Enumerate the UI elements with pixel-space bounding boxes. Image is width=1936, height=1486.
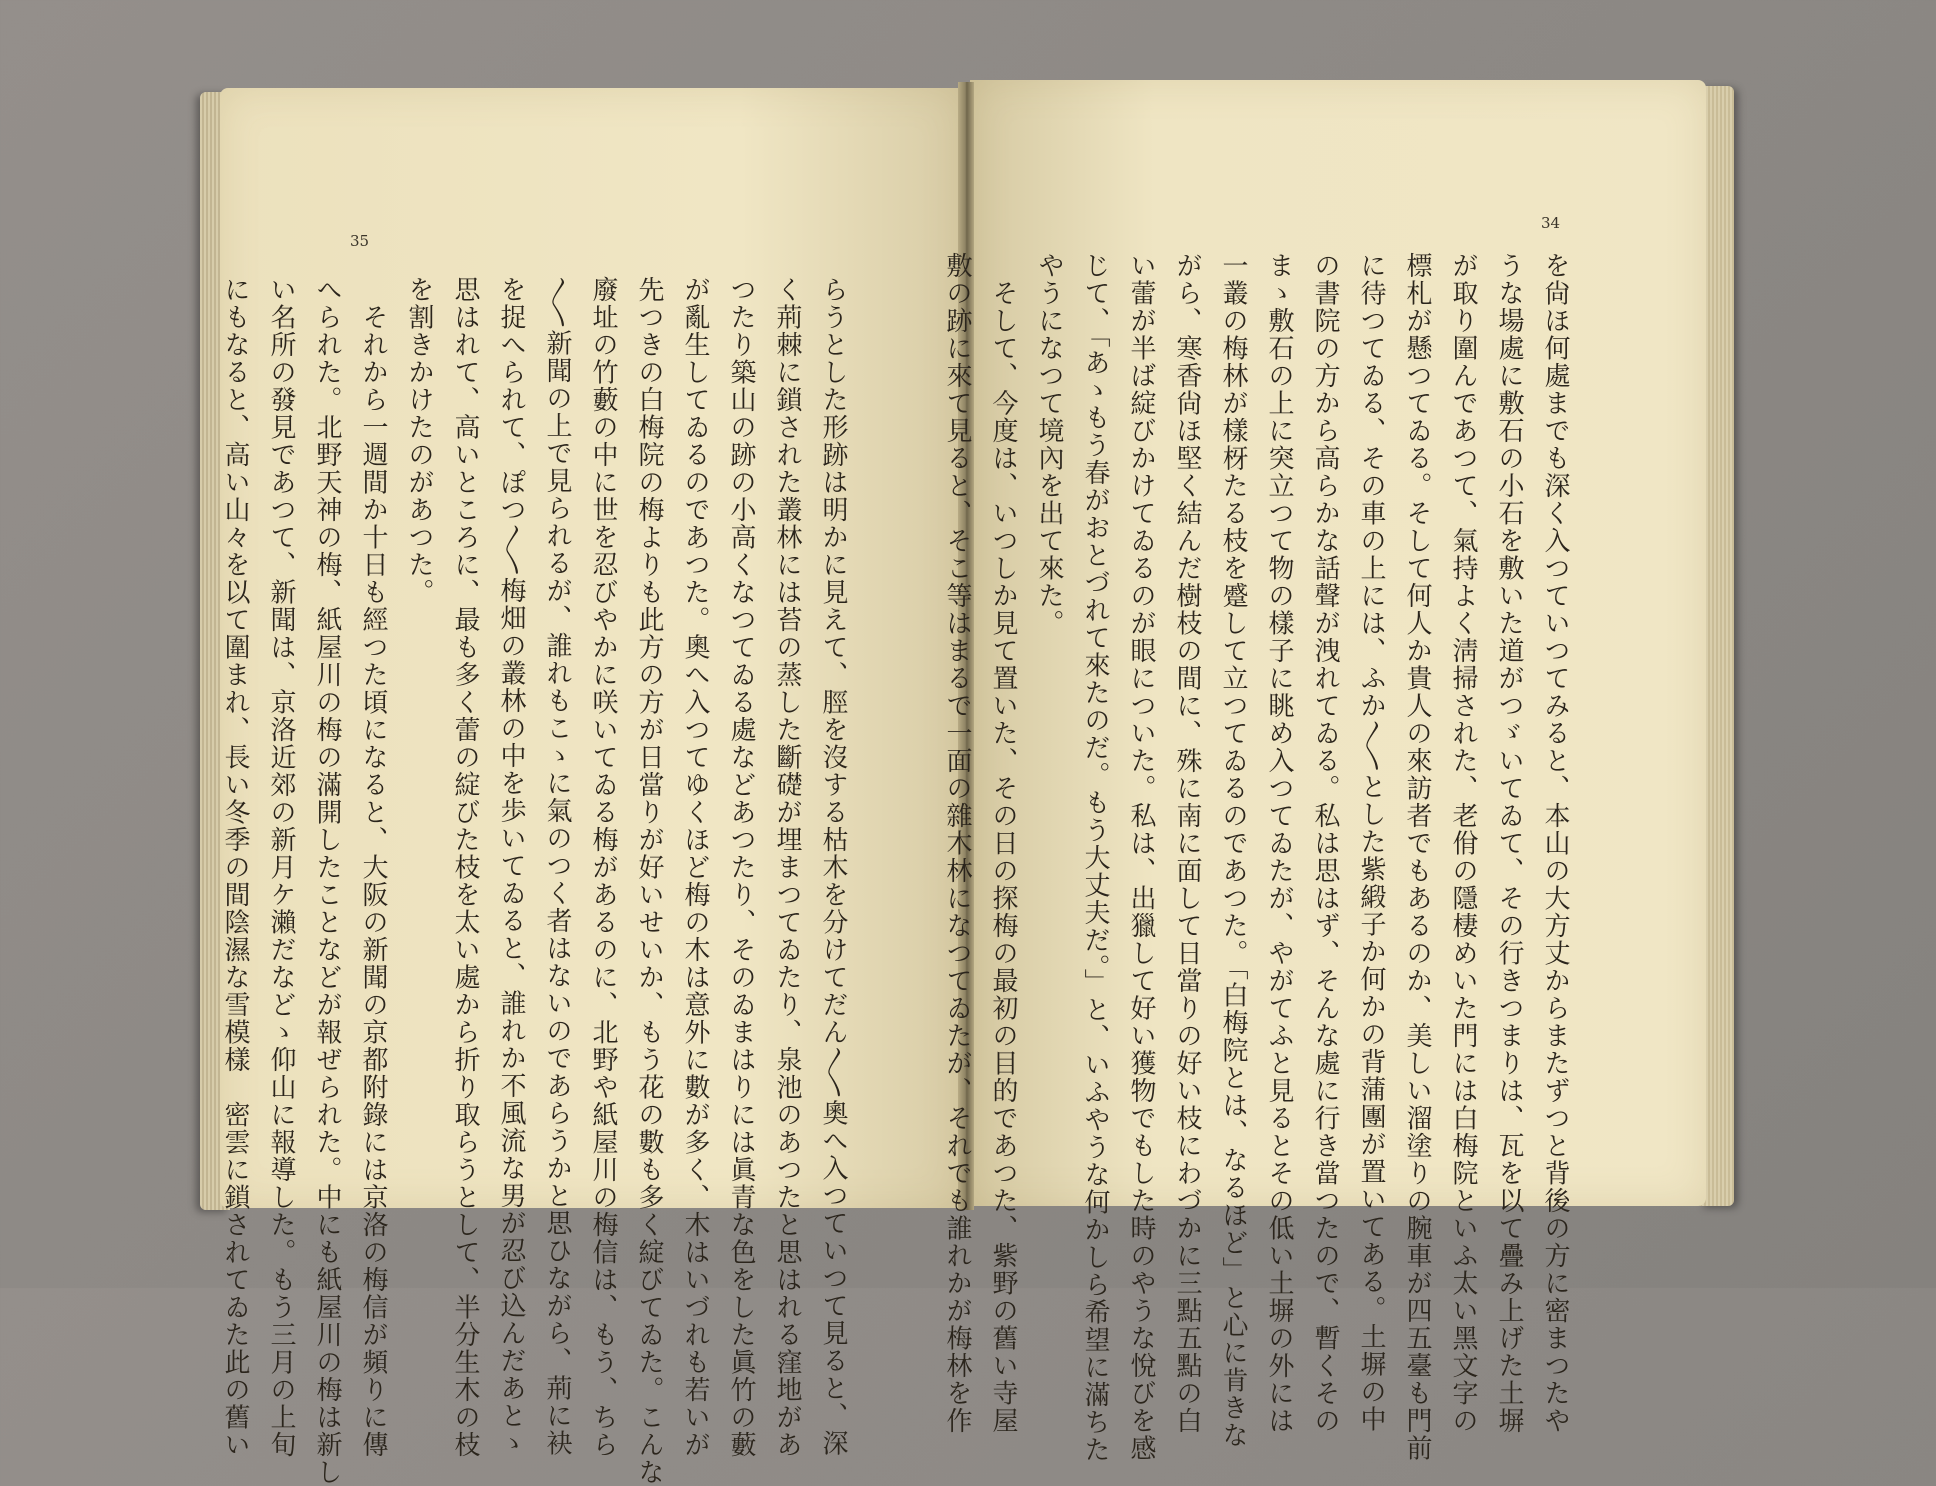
text-column: 先つきの白梅院の梅よりも此方の方が日當りが好いせいか、もう花の數も多く綻びてゐた。こんな — [634, 276, 664, 1486]
text-column: が亂生してゐるのであつた。奧へ入つてゆくほど梅の木は意外に數が多く、木はいづれも若いが — [680, 276, 710, 1459]
text-column: い名所の發見であつて、新聞は、京洛近郊の新月ケ瀨だなどゝ仰山に報導した。もう三月の上旬 — [266, 276, 296, 1459]
text-column: にもなると、高い山々を以て圍まれ、長い冬季の間陰濕な雪模樣 密雲に鎖されてゐた此の舊い — [220, 276, 250, 1459]
text-column: く荊棘に鎖された叢林には苔の蒸した斷礎が埋まつてゐたり、泉池のあつたと思はれる窪地があ — [772, 276, 802, 1459]
text-column: を尙ほ何處までも深く入つていつてみると、本山の大方丈からまたずつと背後の方に密まつたや — [1540, 252, 1570, 1435]
text-column: らうとした形跡は明かに見えて、脛を沒する枯木を分けてだん〳〵奧へ入つていつて見ると、深 — [818, 276, 848, 1457]
text-column: へられた。北野天神の梅、紙屋川の梅の滿開したことなどが報ぜられた。中にも紙屋川の梅は新し — [312, 276, 342, 1486]
text-column: うな場處に敷石の小石を敷いた道がつゞいてゐて、その行きつまりは、瓦を以て疊み上げた土塀 — [1494, 252, 1524, 1435]
text-column: じて、「あゝもう春がおとづれて來たのだ。もう大丈夫だ。」と、いふやうな何かしら希望に滿ちた — [1080, 252, 1110, 1464]
text-column: を捉へられて、ぽつ〳〵梅畑の叢林の中を歩いてゐると、誰れか不風流な男が忍び込んだあとゝ — [496, 276, 526, 1457]
left-page-number: 35 — [350, 232, 370, 250]
right-page-number: 34 — [1541, 214, 1561, 232]
text-column: やうになつて境內を出て來た。 — [1034, 252, 1064, 637]
text-column: 思はれて、高いところに、最も多く蕾の綻びた枝を太い處から折り取らうとして、半分生木の枝 — [450, 276, 480, 1459]
text-column: つたり築山の跡の小高くなつてゐる處などあつたり、そのゐまはりには眞青な色をした眞竹の藪 — [726, 276, 756, 1459]
text-column: 敷の跡に來て見ると、そこ等はまるで一面の雜木林になつてゐたが、それでも誰れかが梅林を作 — [942, 252, 972, 1435]
text-column: の書院の方から高らかな話聲が洩れてゐる。私は思はず、そんな處に行き當つたので、暫くその — [1310, 252, 1340, 1435]
text-column: 一叢の梅林が樣枒たる枝を蹙して立つてゐるのであつた。「白梅院とは、なるほど」と心に肯きな — [1218, 252, 1248, 1449]
text-column: それから一週間か十日も經つた頃になると、大阪の新聞の京都附錄には京洛の梅信が頻りに傳 — [358, 276, 388, 1459]
text-column: が取り圍んであつて、氣持よく淸掃された、老佾の隱棲めいた門には白梅院といふ太い黑文字の — [1448, 252, 1478, 1435]
text-column: そして、今度は、いつしか見て置いた、その日の探梅の最初の目的であつた、紫野の舊い寺屋 — [988, 252, 1018, 1435]
text-column: に待つてゐる、その車の上には、ふか〳〵とした紫緞子か何かの背蒲團が置いてある。土塀の中 — [1356, 252, 1386, 1433]
text-column: 〳〵新聞の上で見られるが、誰れもこゝに氣のつく者はないのであらうかと思ひながら、荊に袂 — [542, 276, 572, 1457]
right-page-text — [942, 252, 1578, 1464]
text-column: がら、寒香尙ほ堅く結んだ樹枝の間に、殊に南に面して日當りの好い枝にわづかに三點五點の白 — [1172, 252, 1202, 1435]
text-column: 廢址の竹藪の中に世を忍びやかに咲いてゐる梅があるのに、北野や紙屋川の梅信は、もう、ちら — [588, 276, 618, 1459]
text-column: い蕾が半ば綻びかけてゐるのが眼についた。私は、出獵して好い獲物でもした時のやうな悅びを感 — [1126, 252, 1156, 1462]
text-column: 標札が懸つてゐる。そして何人か貴人の來訪者でもあるのか、美しい溜塗りの腕車が四五臺も門前 — [1402, 252, 1432, 1462]
left-page-text — [220, 276, 856, 1486]
text-column: まゝ敷石の上に突立つて物の樣子に眺め入つてゐたが、やがてふと見るとその低い土塀の外には — [1264, 252, 1294, 1435]
text-column: を割きかけたのがあつた。 — [404, 276, 434, 606]
